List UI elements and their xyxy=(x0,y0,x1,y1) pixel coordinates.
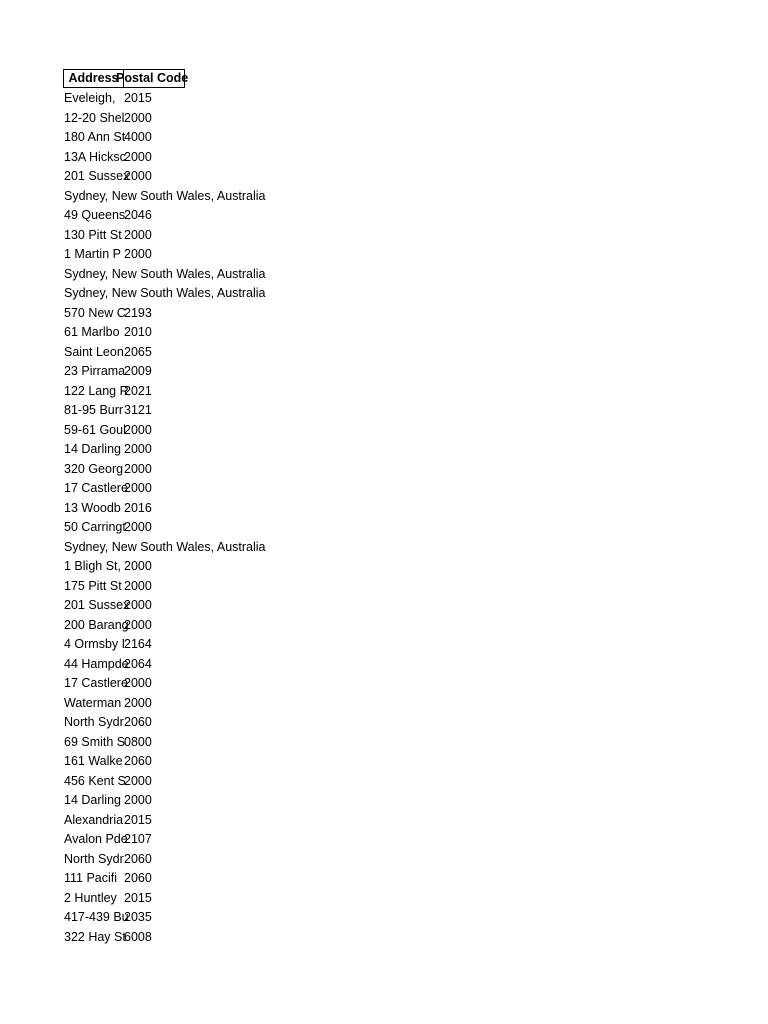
address-cell[interactable]: 2 Huntley xyxy=(64,890,117,905)
postal-code-cell[interactable]: 2060 xyxy=(124,715,152,729)
table-row xyxy=(63,304,743,324)
postal-code-cell[interactable]: 2000 xyxy=(124,461,152,476)
address-cell[interactable]: 111 Pacifi xyxy=(64,871,118,885)
table-row xyxy=(63,596,743,616)
postal-code-header-cell[interactable] xyxy=(116,69,189,88)
address-cell[interactable]: Saint Leon xyxy=(64,344,124,359)
postal-code-cell[interactable]: 2107 xyxy=(124,832,152,846)
table-row xyxy=(63,226,743,246)
postal-code-cell[interactable]: 2000 xyxy=(124,442,152,456)
address-cell[interactable]: 81-95 Burr xyxy=(64,403,124,417)
postal-code-cell[interactable]: 2193 xyxy=(124,305,152,320)
address-cell[interactable]: 23 Pirrama xyxy=(64,364,126,378)
table-row xyxy=(63,109,743,129)
spreadsheet xyxy=(63,68,743,947)
table-row xyxy=(63,557,743,577)
table-row xyxy=(63,791,743,811)
postal-code-cell[interactable]: 2000 xyxy=(124,676,152,690)
postal-code-cell[interactable]: 2010 xyxy=(124,325,152,339)
table-row xyxy=(63,245,743,265)
address-cell[interactable]: 17 Castlere xyxy=(64,481,128,495)
table-row xyxy=(63,850,743,870)
table-row xyxy=(63,713,743,733)
postal-code-cell[interactable]: 2164 xyxy=(124,637,152,651)
table-row xyxy=(63,284,743,304)
address-cell[interactable]: 13 Woodb xyxy=(64,500,121,515)
postal-code-cell[interactable]: 2000 xyxy=(124,520,152,534)
table-row xyxy=(63,908,743,928)
table-row xyxy=(63,889,743,909)
postal-code-cell[interactable]: 2000 xyxy=(124,149,152,164)
address-header-cell[interactable] xyxy=(63,69,124,88)
table-row xyxy=(63,460,743,480)
table-row xyxy=(63,382,743,402)
address-cell[interactable]: Sydney, New South Wales, Australia xyxy=(64,539,266,554)
address-cell[interactable]: 12-20 Shel xyxy=(64,110,125,125)
table-row xyxy=(63,869,743,889)
address-cell[interactable]: Sydney, New South Wales, Australia xyxy=(64,266,266,281)
table-row xyxy=(63,421,743,441)
table-row xyxy=(63,811,743,831)
address-cell[interactable]: North Sydr xyxy=(64,851,124,866)
table-row xyxy=(63,479,743,499)
postal-code-cell[interactable]: 2060 xyxy=(124,754,152,768)
table-row xyxy=(63,265,743,285)
table-row xyxy=(63,694,743,714)
postal-code-cell[interactable]: 2000 xyxy=(124,617,152,632)
address-cell[interactable]: Avalon Pde xyxy=(64,832,128,846)
postal-code-header-label: Postal Code xyxy=(116,71,189,85)
postal-code-cell[interactable]: 2016 xyxy=(124,500,152,515)
address-cell[interactable]: 570 New C xyxy=(64,305,126,320)
address-cell[interactable]: 17 Castlere xyxy=(64,676,128,690)
table-row xyxy=(63,187,743,207)
address-cell[interactable]: 456 Kent S xyxy=(64,773,126,788)
postal-code-cell[interactable]: 2000 xyxy=(124,773,152,788)
address-cell[interactable]: 49 Queens xyxy=(64,208,126,222)
data-rows xyxy=(63,89,743,947)
postal-code-cell[interactable]: 2000 xyxy=(124,247,152,261)
postal-code-cell[interactable]: 2000 xyxy=(124,422,152,437)
address-cell[interactable]: 320 Georg xyxy=(64,461,124,476)
postal-code-cell[interactable]: 2000 xyxy=(124,578,152,593)
address-cell[interactable]: 130 Pitt St xyxy=(64,227,122,242)
postal-code-cell[interactable]: 6008 xyxy=(124,929,152,944)
table-row xyxy=(63,772,743,792)
header-row xyxy=(63,68,743,89)
table-row xyxy=(63,206,743,226)
address-cell[interactable]: 201 Sussex xyxy=(64,169,130,183)
address-cell[interactable]: 201 Sussex xyxy=(64,598,130,612)
postal-code-cell[interactable]: 2000 xyxy=(124,110,152,125)
address-cell[interactable]: North Sydr xyxy=(64,715,124,729)
table-row xyxy=(63,752,743,772)
address-cell[interactable]: Alexandria xyxy=(64,812,124,827)
address-cell[interactable]: 4 Ormsby I xyxy=(64,637,126,651)
address-cell[interactable]: 417-439 Bu xyxy=(64,910,129,924)
address-cell[interactable]: 1 Bligh St, xyxy=(64,559,121,573)
table-row xyxy=(63,538,743,558)
table-row xyxy=(63,655,743,675)
address-cell[interactable]: 14 Darling xyxy=(64,793,121,807)
address-cell[interactable]: 175 Pitt St xyxy=(64,578,122,593)
address-cell[interactable]: 59-61 Goul xyxy=(64,422,126,437)
postal-code-cell[interactable]: 2065 xyxy=(124,344,152,359)
address-cell[interactable]: 180 Ann St xyxy=(64,130,126,144)
postal-code-cell[interactable]: 3121 xyxy=(124,403,152,417)
address-header-label: Address xyxy=(68,71,119,85)
address-cell[interactable]: 122 Lang R xyxy=(64,383,129,398)
address-cell[interactable]: 14 Darling xyxy=(64,442,121,456)
table-row xyxy=(63,401,743,421)
postal-code-cell[interactable]: 2000 xyxy=(124,227,152,242)
postal-code-cell[interactable]: 4000 xyxy=(124,130,152,144)
address-cell[interactable]: 13A Hicksc xyxy=(64,149,126,164)
table-row xyxy=(63,323,743,343)
table-row xyxy=(63,362,743,382)
table-row xyxy=(63,499,743,519)
postal-code-cell[interactable]: 2060 xyxy=(124,851,152,866)
table-row xyxy=(63,635,743,655)
postal-code-cell[interactable]: 2000 xyxy=(124,598,152,612)
postal-code-cell[interactable]: 2000 xyxy=(124,695,152,710)
postal-code-cell[interactable]: 2064 xyxy=(124,656,152,671)
table-row xyxy=(63,343,743,363)
postal-code-cell[interactable]: 0800 xyxy=(124,734,152,749)
table-row xyxy=(63,928,743,948)
address-cell[interactable]: 50 Carringt xyxy=(64,520,126,534)
table-row xyxy=(63,128,743,148)
address-cell[interactable]: 44 Hampde xyxy=(64,656,129,671)
table-row xyxy=(63,674,743,694)
postal-code-cell[interactable]: 2009 xyxy=(124,364,152,378)
address-cell[interactable]: 322 Hay St xyxy=(64,929,126,944)
table-row xyxy=(63,616,743,636)
table-row xyxy=(63,577,743,597)
address-cell[interactable]: 1 Martin P xyxy=(64,247,121,261)
address-cell[interactable]: Sydney, New South Wales, Australia xyxy=(64,286,266,300)
table-row xyxy=(63,733,743,753)
postal-code-cell[interactable]: 2046 xyxy=(124,208,152,222)
address-cell[interactable]: Sydney, New South Wales, Australia xyxy=(64,188,266,203)
postal-code-cell[interactable]: 2015 xyxy=(124,890,152,905)
postal-code-cell[interactable]: 2015 xyxy=(124,812,152,827)
postal-code-cell[interactable]: 2060 xyxy=(124,871,152,885)
postal-code-cell[interactable]: 2035 xyxy=(124,910,152,924)
table-row xyxy=(63,167,743,187)
table-row xyxy=(63,830,743,850)
address-cell[interactable]: 161 Walke xyxy=(64,754,123,768)
table-row xyxy=(63,89,743,109)
postal-code-cell[interactable]: 2021 xyxy=(124,383,152,398)
address-cell[interactable]: Eveleigh, xyxy=(64,91,116,105)
address-cell[interactable]: 69 Smith S xyxy=(64,734,126,749)
address-cell[interactable]: 61 Marlbo xyxy=(64,325,120,339)
address-cell[interactable]: 200 Barang xyxy=(64,617,129,632)
postal-code-cell[interactable]: 2000 xyxy=(124,559,152,573)
table-row xyxy=(63,518,743,538)
postal-code-cell[interactable]: 2000 xyxy=(124,169,152,183)
postal-code-cell[interactable]: 2000 xyxy=(124,793,152,807)
table-row xyxy=(63,148,743,168)
postal-code-cell[interactable]: 2000 xyxy=(124,481,152,495)
postal-code-cell[interactable]: 2015 xyxy=(124,91,152,105)
table-row xyxy=(63,440,743,460)
address-cell[interactable]: Waterman xyxy=(64,695,122,710)
